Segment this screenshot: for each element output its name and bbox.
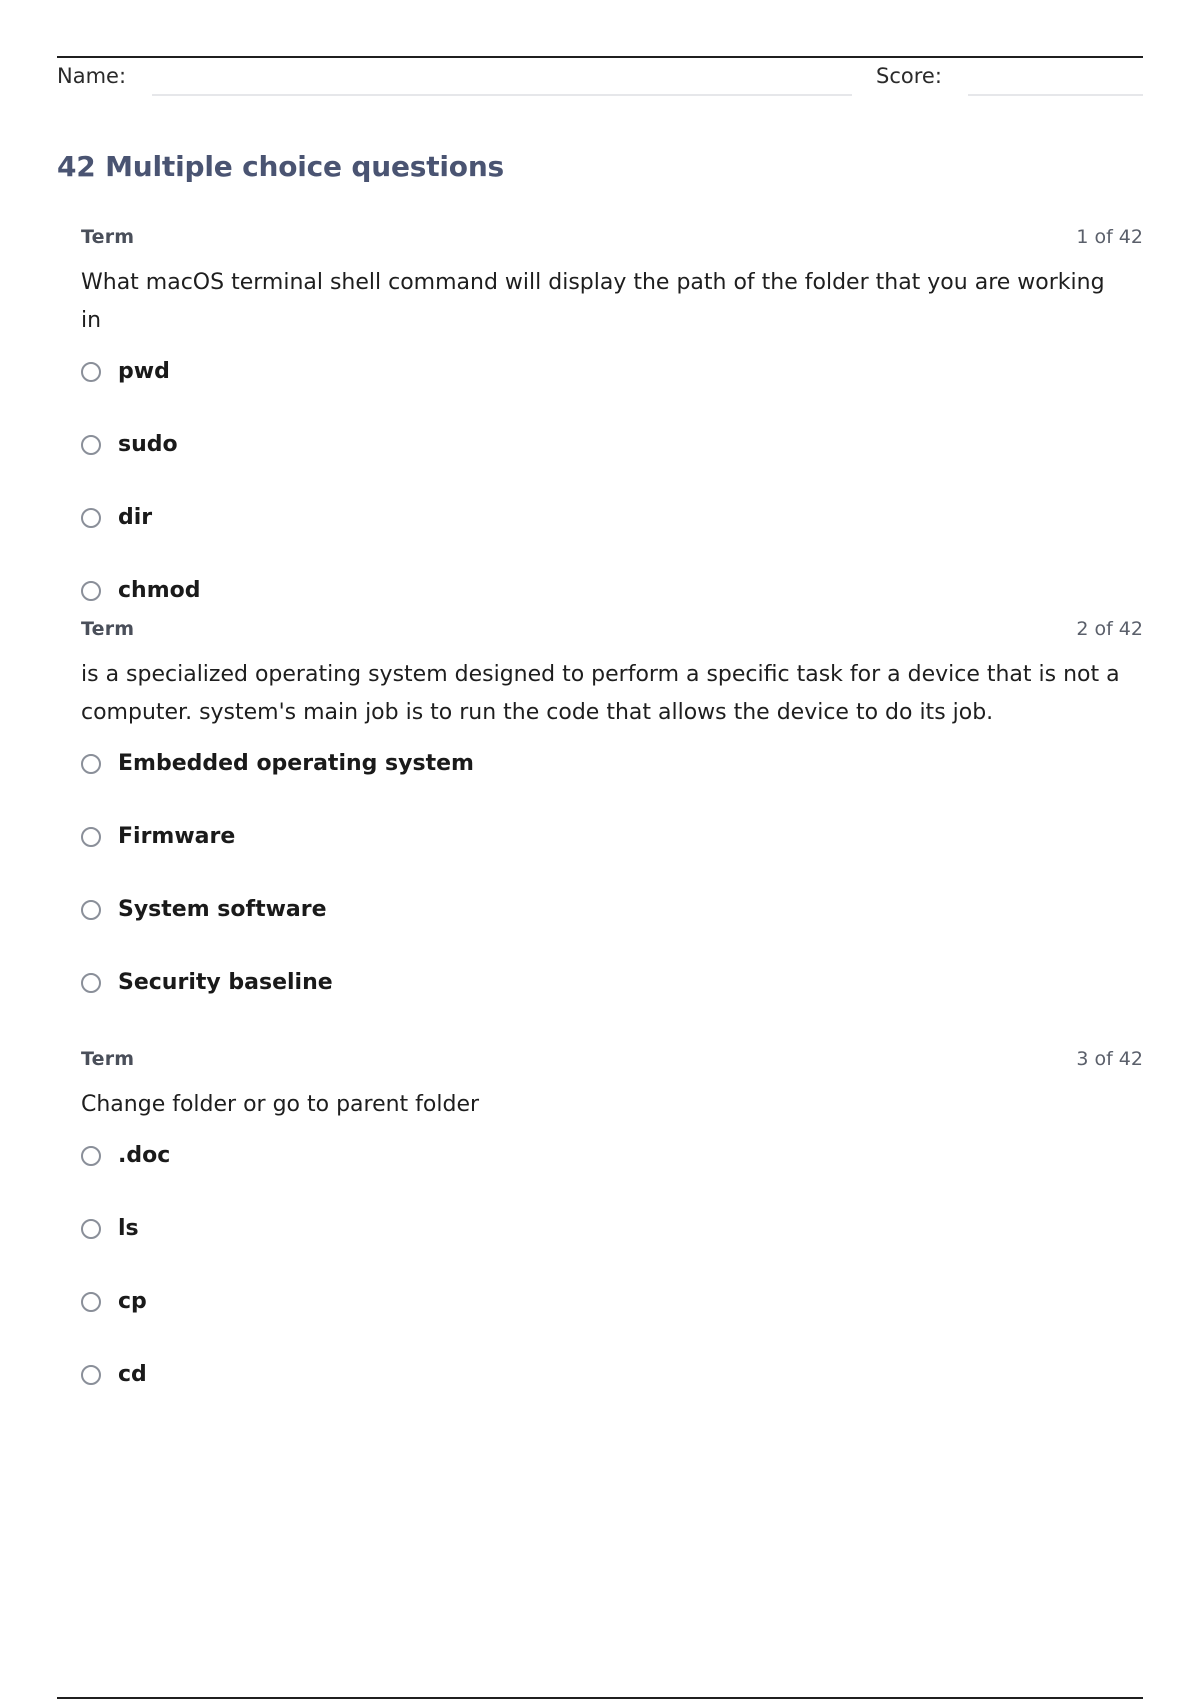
question-text: What macOS terminal shell command will display the path of the folder that you are working in (81, 270, 1105, 333)
term-label: Term (81, 226, 135, 248)
radio-icon[interactable] (81, 1365, 101, 1385)
question-counter: 3 of 42 (1076, 1048, 1143, 1070)
option-label: ls (118, 1216, 139, 1241)
option-label: cd (118, 1362, 147, 1387)
radio-icon[interactable] (81, 827, 101, 847)
question-header (81, 226, 1143, 250)
option-list (81, 1142, 1143, 1434)
question-1 (81, 226, 1143, 650)
radio-icon[interactable] (81, 362, 101, 382)
question-3 (81, 1048, 1143, 1434)
radio-icon[interactable] (81, 1146, 101, 1166)
term-label: Term (81, 618, 135, 640)
score-label: Score: (876, 64, 942, 88)
question-header (81, 618, 1143, 642)
option-sudo[interactable] (81, 431, 1143, 504)
radio-icon[interactable] (81, 973, 101, 993)
worksheet-header (57, 62, 1143, 98)
name-field-line[interactable] (152, 94, 852, 96)
option-cp[interactable] (81, 1288, 1143, 1361)
question-2 (81, 618, 1143, 1042)
option-security-baseline[interactable] (81, 969, 1143, 1042)
option-firmware[interactable] (81, 823, 1143, 896)
option-cd[interactable] (81, 1361, 1143, 1434)
option-pwd[interactable] (81, 358, 1143, 431)
option-ls[interactable] (81, 1215, 1143, 1288)
radio-icon[interactable] (81, 435, 101, 455)
question-counter: 2 of 42 (1076, 618, 1143, 640)
question-counter: 1 of 42 (1076, 226, 1143, 248)
question-header (81, 1048, 1143, 1072)
option-embedded-os[interactable] (81, 750, 1143, 823)
option-label: dir (118, 505, 153, 530)
worksheet-page (57, 0, 1143, 1700)
option-label: Embedded operating system (118, 751, 474, 776)
option-label: sudo (118, 432, 178, 457)
term-label: Term (81, 1048, 135, 1070)
radio-icon[interactable] (81, 1219, 101, 1239)
option-label: cp (118, 1289, 147, 1314)
radio-icon[interactable] (81, 900, 101, 920)
option-label: Firmware (118, 824, 236, 849)
option-doc[interactable] (81, 1142, 1143, 1215)
radio-icon[interactable] (81, 1292, 101, 1312)
section-title: 42 Multiple choice questions (57, 150, 505, 183)
option-list (81, 358, 1143, 650)
option-label: Security baseline (118, 970, 333, 995)
bottom-divider (57, 1697, 1143, 1699)
top-divider (57, 56, 1143, 58)
option-list (81, 750, 1143, 1042)
option-label: .doc (118, 1143, 171, 1168)
option-label: pwd (118, 359, 170, 384)
radio-icon[interactable] (81, 754, 101, 774)
radio-icon[interactable] (81, 508, 101, 528)
question-text: Change folder or go to parent folder (81, 1092, 480, 1117)
option-label: chmod (118, 578, 201, 603)
radio-icon[interactable] (81, 581, 101, 601)
option-dir[interactable] (81, 504, 1143, 577)
name-label: Name: (57, 64, 127, 88)
score-field-line[interactable] (968, 94, 1143, 96)
option-label: System software (118, 897, 327, 922)
option-system-software[interactable] (81, 896, 1143, 969)
question-text: is a specialized operating system designed to perform a specific task for a device that is not a computer. system's main job is to run the code that allows the device to do its job. (81, 662, 1120, 725)
